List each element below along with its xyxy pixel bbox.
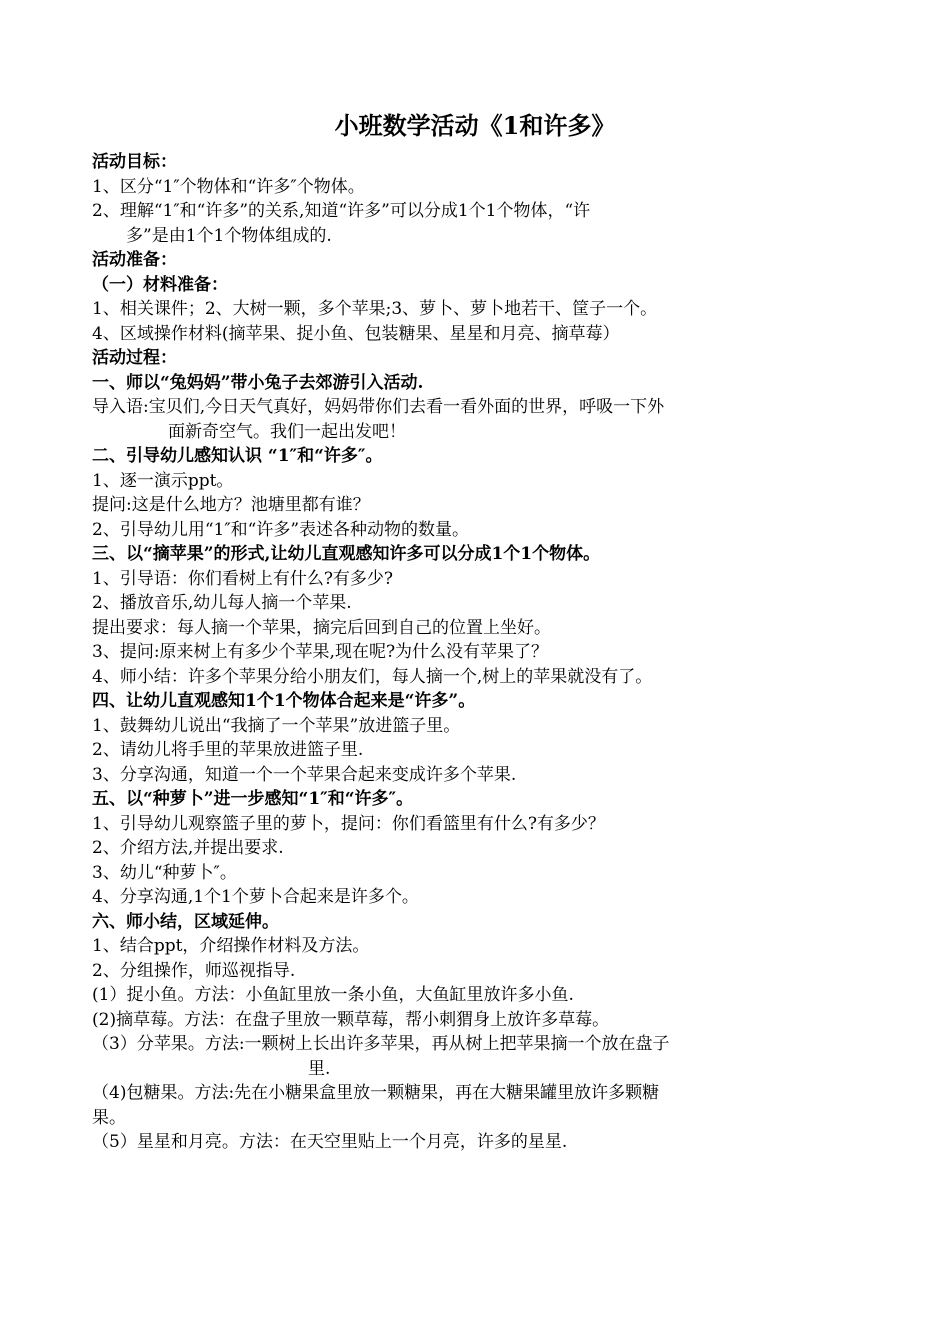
body-text-line: 里. bbox=[308, 1058, 331, 1079]
body-text-line: 2、分组操作，师巡视指导. bbox=[92, 960, 296, 981]
body-text-line: 4、区域操作材料(摘苹果、捉小鱼、包装糖果、星星和月亮、摘草莓） bbox=[92, 323, 620, 344]
body-text-line: （5）星星和月亮。方法：在天空里贴上一个月亮，许多的星星. bbox=[92, 1132, 568, 1152]
body-text-line: （3）分苹果。方法:一颗树上长出许多苹果，再从树上把苹果摘一个放在盘子 bbox=[92, 1034, 670, 1054]
body-text-line: 4、师小结：许多个苹果分给小朋友们，每人摘一个,树上的苹果就没有了。 bbox=[92, 666, 653, 687]
section-heading: 一、师以“兔妈妈”带小兔子去郊游引入活动. bbox=[92, 372, 424, 393]
section-heading: （一）材料准备： bbox=[92, 274, 228, 295]
document-body bbox=[92, 150, 862, 1155]
body-text-line: （4)包糖果。方法:先在小糖果盒里放一颗糖果，再在大糖果罐里放许多颗糖 bbox=[92, 1083, 660, 1103]
section-heading: 二、引导幼儿感知认识 “1″和“许多″。 bbox=[92, 446, 383, 466]
body-text-line: 导入语:宝贝们,今日天气真好，妈妈带你们去看一看外面的世界，呼吸一下外 bbox=[92, 397, 665, 417]
body-text-line: 面新奇空气。我们一起出发吧！ bbox=[168, 421, 406, 442]
body-text-line: 1、引导语：你们看树上有什么?有多少? bbox=[92, 568, 394, 589]
body-text-line: 1、区分“1″个物体和“许多″个物体。 bbox=[92, 176, 365, 197]
section-heading: 活动过程： bbox=[92, 348, 177, 368]
body-text-line: 1、相关课件；2、大树一颗，多个苹果;3、萝卜、萝卜地若干、筐子一个。 bbox=[92, 299, 658, 319]
document-title: 小班数学活动《1和许多》 bbox=[334, 111, 616, 140]
section-heading: 三、以“摘苹果”的形式,让幼儿直观感知许多可以分成1个1个物体。 bbox=[92, 544, 601, 564]
body-text-line: 2、引导幼儿用“1″和“许多”表述各种动物的数量。 bbox=[92, 519, 470, 540]
body-text-line: 2、播放音乐,幼儿每人摘一个苹果. bbox=[92, 593, 352, 613]
body-text-line: 1、鼓舞幼儿说出“我摘了一个苹果”放进篮子里。 bbox=[92, 715, 461, 736]
body-text-line: (2)摘草莓。方法：在盘子里放一颗草莓，帮小刺猬身上放许多草莓。 bbox=[92, 1009, 610, 1030]
body-text-line: 4、分享沟通,1个1个萝卜合起来是许多个。 bbox=[92, 887, 419, 907]
body-text-line: 1、结合ppt，介绍操作材料及方法。 bbox=[92, 936, 370, 956]
body-text-line: 3、提问:原来树上有多少个苹果,现在呢?为什么没有苹果了？ bbox=[92, 642, 549, 662]
body-text-line: (1）捉小鱼。方法：小鱼缸里放一条小鱼，大鱼缸里放许多小鱼. bbox=[92, 985, 574, 1005]
body-text-line: 1、引导幼儿观察篮子里的萝卜，提问：你们看篮里有什么?有多少？ bbox=[92, 813, 605, 834]
section-heading: 活动目标： bbox=[92, 152, 177, 172]
body-text-line: 3、幼儿“种萝卜″。 bbox=[92, 862, 237, 883]
section-heading: 四、让幼儿直观感知1个1个物体合起来是“许多”。 bbox=[92, 691, 476, 711]
body-text-line: 2、介绍方法,并提出要求. bbox=[92, 838, 284, 858]
body-text-line: 2、请幼儿将手里的苹果放进篮子里. bbox=[92, 740, 364, 760]
body-text-line: 提问:这是什么地方？池塘里都有谁？ bbox=[92, 495, 370, 515]
body-text-line: 提出要求：每人摘一个苹果，摘完后回到自己的位置上坐好。 bbox=[92, 617, 551, 638]
section-heading: 六、师小结，区域延伸。 bbox=[92, 911, 279, 932]
body-text-line: 3、分享沟通，知道一个一个苹果合起来变成许多个苹果. bbox=[92, 764, 517, 785]
body-text-line: 1、逐一演示ppt。 bbox=[92, 470, 234, 491]
section-heading: 活动准备： bbox=[92, 250, 177, 270]
body-text-line: 2、理解“1″和“许多”的关系,知道“许多”可以分成1个1个物体，“许 bbox=[92, 201, 591, 221]
body-text-line: 多”是由1个1个物体组成的. bbox=[126, 225, 332, 246]
body-text-line: 果。 bbox=[92, 1107, 126, 1128]
section-heading: 五、以“种萝卜”进一步感知“1″和“许多″。 bbox=[92, 789, 414, 809]
